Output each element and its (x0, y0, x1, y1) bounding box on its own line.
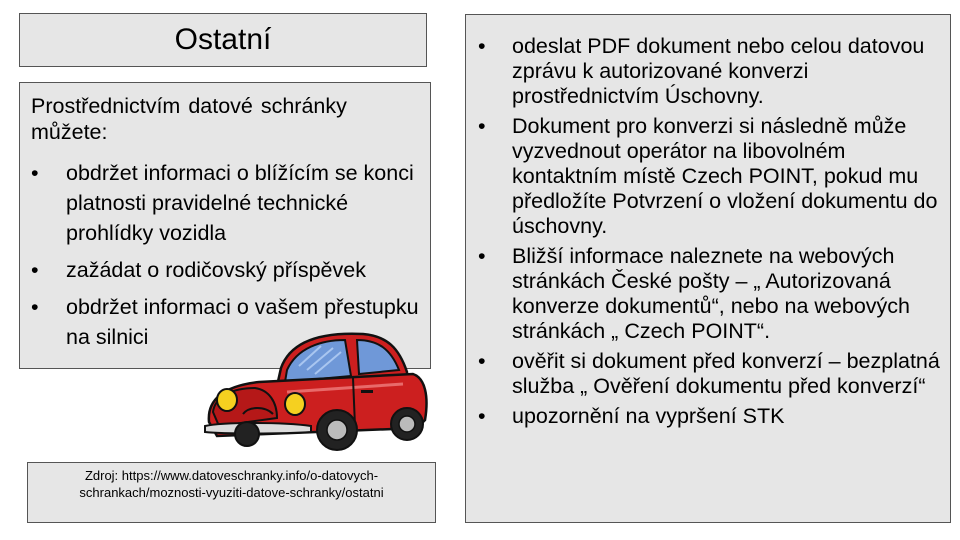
list-item (31, 158, 426, 248)
list-item-text: zažádat o rodičovský příspěvek (66, 258, 366, 282)
red-car-icon (203, 326, 431, 454)
source-box (27, 462, 436, 523)
title-box (19, 13, 427, 67)
left-intro-text: Prostřednictvím datové schránky můžete: (31, 94, 347, 144)
bullet-icon: • (478, 244, 486, 268)
right-bullet-list (478, 34, 943, 434)
list-item-text: obdržet informaci o vašem přestupku na silnici (66, 295, 419, 349)
list-item (478, 34, 943, 109)
source-text: Zdroj: https://www.datoveschranky.info/o-datovych-schrankach/moznosti-vyuziti-datove-schranky/ostatni (79, 468, 384, 500)
right-content-box (465, 14, 951, 523)
list-item-text: upozornění na vypršení STK (512, 404, 785, 428)
bullet-icon: • (31, 161, 39, 185)
list-item-text: ověřit si dokument před konverzí – bezplatná služba „ Ověření dokumentu před konverzí“ (512, 349, 940, 398)
list-item-text: Bližší informace naleznete na webových stránkách České pošty – „ Autorizovaná konverze dokumentů“, nebo na webových stránkách „ Czech POINT“. (512, 244, 910, 343)
list-item-text: odeslat PDF dokument nebo celou datovou zprávu k autorizované konverzi prostřednictvím Úschovny. (512, 34, 925, 108)
bullet-icon: • (478, 349, 486, 373)
slide-title: Ostatní (174, 23, 272, 56)
bullet-icon: • (478, 114, 486, 138)
list-item (478, 114, 943, 239)
list-item (478, 244, 943, 344)
bullet-icon: • (478, 404, 486, 428)
bullet-icon: • (31, 258, 39, 282)
list-item (478, 349, 943, 399)
list-item-text: Dokument pro konverzi si následně může vyzvednout operátor na libovolném kontaktním místě Czech POINT, pokud mu předložíte Potvrzení o vložení dokumentu do úschovny. (512, 114, 938, 238)
list-item (31, 255, 426, 285)
list-item (478, 404, 943, 429)
bullet-icon: • (31, 295, 39, 319)
bullet-icon: • (478, 34, 486, 58)
list-item-text: obdržet informaci o blížícím se konci platnosti pravidelné technické prohlídky vozidla (66, 161, 414, 245)
